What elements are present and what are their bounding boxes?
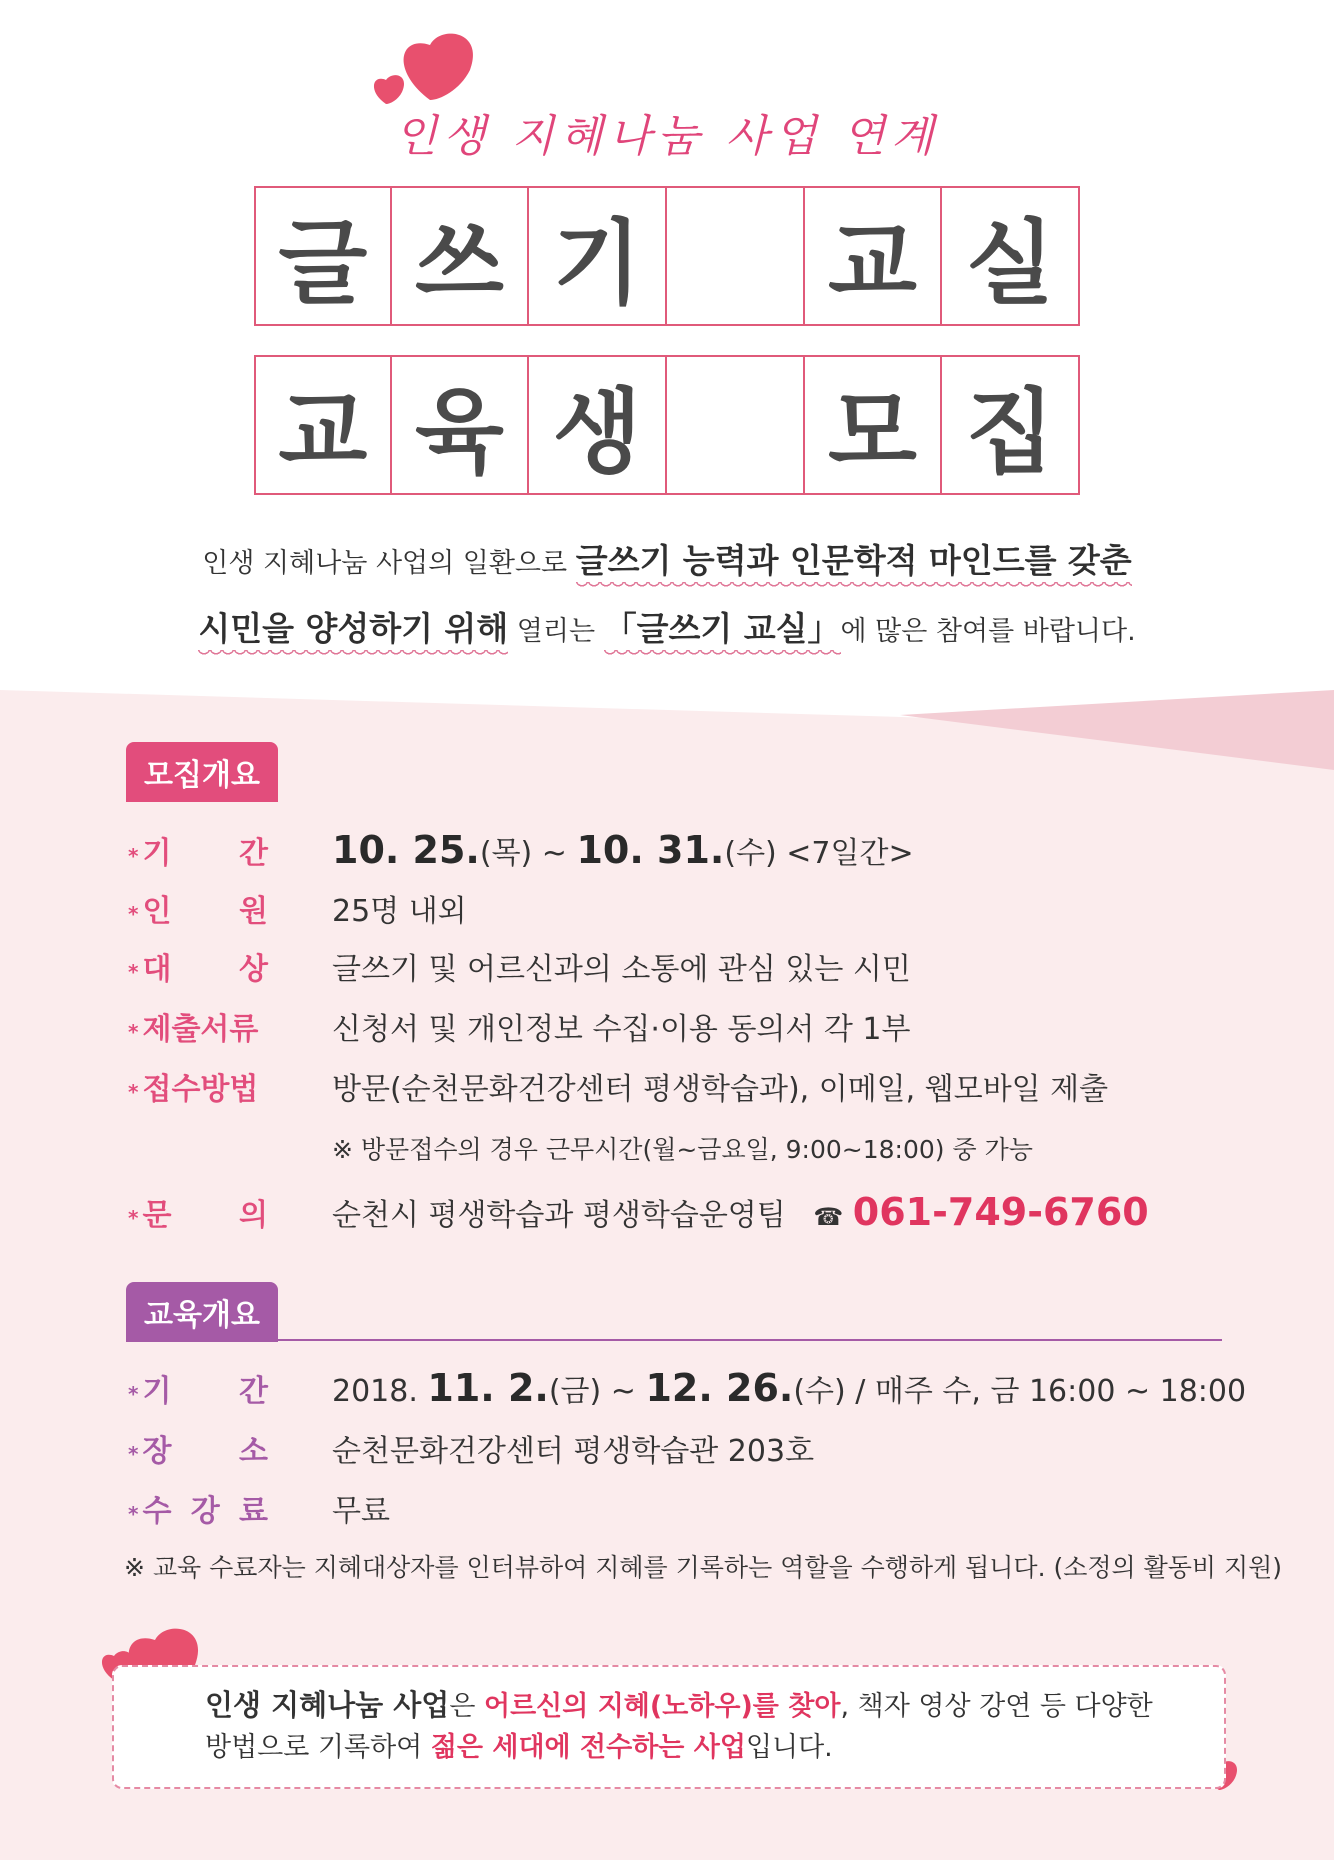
recruit-contact-row (128, 1190, 1149, 1234)
field-label: * 문 의 (128, 1198, 268, 1233)
bottom-line-2: 방법으로 기록하여 젊은 세대에 전수하는 사업입니다. (205, 1732, 833, 1763)
title-cell-empty (665, 186, 805, 326)
title-cell: 글 (254, 186, 392, 326)
intro-text: 에 많은 참여를 바랍니다. (840, 616, 1136, 647)
phone-icon: ☎ (813, 1203, 844, 1231)
education-note: ※ 교육 수료자는 지혜대상자를 인터뷰하여 지혜를 기록하는 역할을 수행하게 됩니다. (소정의 활동비 지원) (124, 1553, 1283, 1582)
title-cell: 실 (940, 186, 1080, 326)
education-fee-value: 무료 (332, 1494, 390, 1529)
title-cell: 생 (527, 355, 667, 495)
title-cell: 모 (803, 355, 943, 495)
title-cell: 기 (527, 186, 667, 326)
title-cell: 집 (940, 355, 1080, 495)
education-fee-row (128, 1486, 390, 1530)
recruit-period-row (128, 828, 914, 872)
field-label: * 수 강 료 (128, 1494, 268, 1529)
education-place-row (128, 1426, 815, 1470)
title-cell: 교 (254, 355, 392, 495)
recruit-target-value: 글쓰기 및 어르신과의 소통에 관심 있는 시민 (332, 952, 911, 987)
recruit-badge: 모집개요 (126, 742, 278, 802)
recruit-docs-value: 신청서 및 개인정보 수집·이용 동의서 각 1부 (332, 1012, 911, 1047)
field-label: * 인 원 (128, 894, 268, 929)
bottom-line-1: 인생 지혜나눔 사업은 어르신의 지혜(노하우)를 찾아, 책자 영상 강연 등 다양한 (205, 1688, 1153, 1722)
title-cell: 교 (803, 186, 943, 326)
field-label: * 제출서류 (128, 1012, 259, 1047)
intro-emphasis: 「글쓰기 교실」 (604, 609, 841, 658)
recruit-method-note: ※ 방문접수의 경우 근무시간(월~금요일, 9:00~18:00) 중 가능 (332, 1135, 1033, 1164)
recruit-contact-value: 순천시 평생학습과 평생학습운영팀 ☎ 061-749-6760 (332, 1190, 1149, 1234)
education-period-row (128, 1366, 1247, 1410)
intro-text: 열리는 (508, 616, 604, 647)
field-label: * 대 상 (128, 952, 268, 987)
recruit-docs-row (128, 1004, 911, 1048)
field-label: * 장 소 (128, 1434, 268, 1469)
recruit-method-value: 방문(순천문화건강센터 평생학습과), 이메일, 웹모바일 제출 (332, 1072, 1109, 1107)
education-badge: 교육개요 (126, 1282, 278, 1342)
recruit-header (126, 742, 278, 802)
field-label: * 접수방법 (128, 1072, 259, 1107)
recruit-method-row (128, 1064, 1109, 1108)
title-cell-empty (665, 355, 805, 495)
education-rule (126, 1339, 1222, 1341)
intro-emphasis: 시민을 양성하기 위해 (198, 609, 508, 658)
intro-text: 인생 지혜나눔 사업의 일환으로 (202, 548, 576, 579)
education-period-value: 2018. 11. 2.(금) ~ 12. 26.(수) / 매주 수, 금 16:00 ~ 18:00 (332, 1366, 1247, 1410)
intro-emphasis: 글쓰기 능력과 인문학적 마인드를 갖춘 (576, 541, 1132, 590)
title-cell: 쓰 (390, 186, 530, 326)
recruit-period-value: 10. 25.(목) ~ 10. 31.(수) <7일간> (332, 828, 914, 872)
title-row-2 (254, 355, 1080, 495)
subtitle: 인생 지혜나눔 사업 연계 (394, 111, 940, 162)
title-cell: 육 (390, 355, 530, 495)
intro-line-2 (0, 603, 1334, 650)
recruit-people-value: 25명 내외 (332, 894, 467, 929)
education-place-value: 순천문화건강센터 평생학습관 203호 (332, 1434, 815, 1469)
heart-icon (404, 34, 473, 100)
field-label: * 기 간 (128, 1374, 268, 1409)
education-header (126, 1282, 278, 1342)
recruit-target-row (128, 944, 911, 988)
intro-line-1 (0, 535, 1334, 582)
field-label: * 기 간 (128, 836, 268, 871)
recruit-people-row (128, 886, 467, 930)
title-row-1 (254, 186, 1080, 326)
phone-number[interactable]: 061-749-6760 (852, 1190, 1149, 1234)
